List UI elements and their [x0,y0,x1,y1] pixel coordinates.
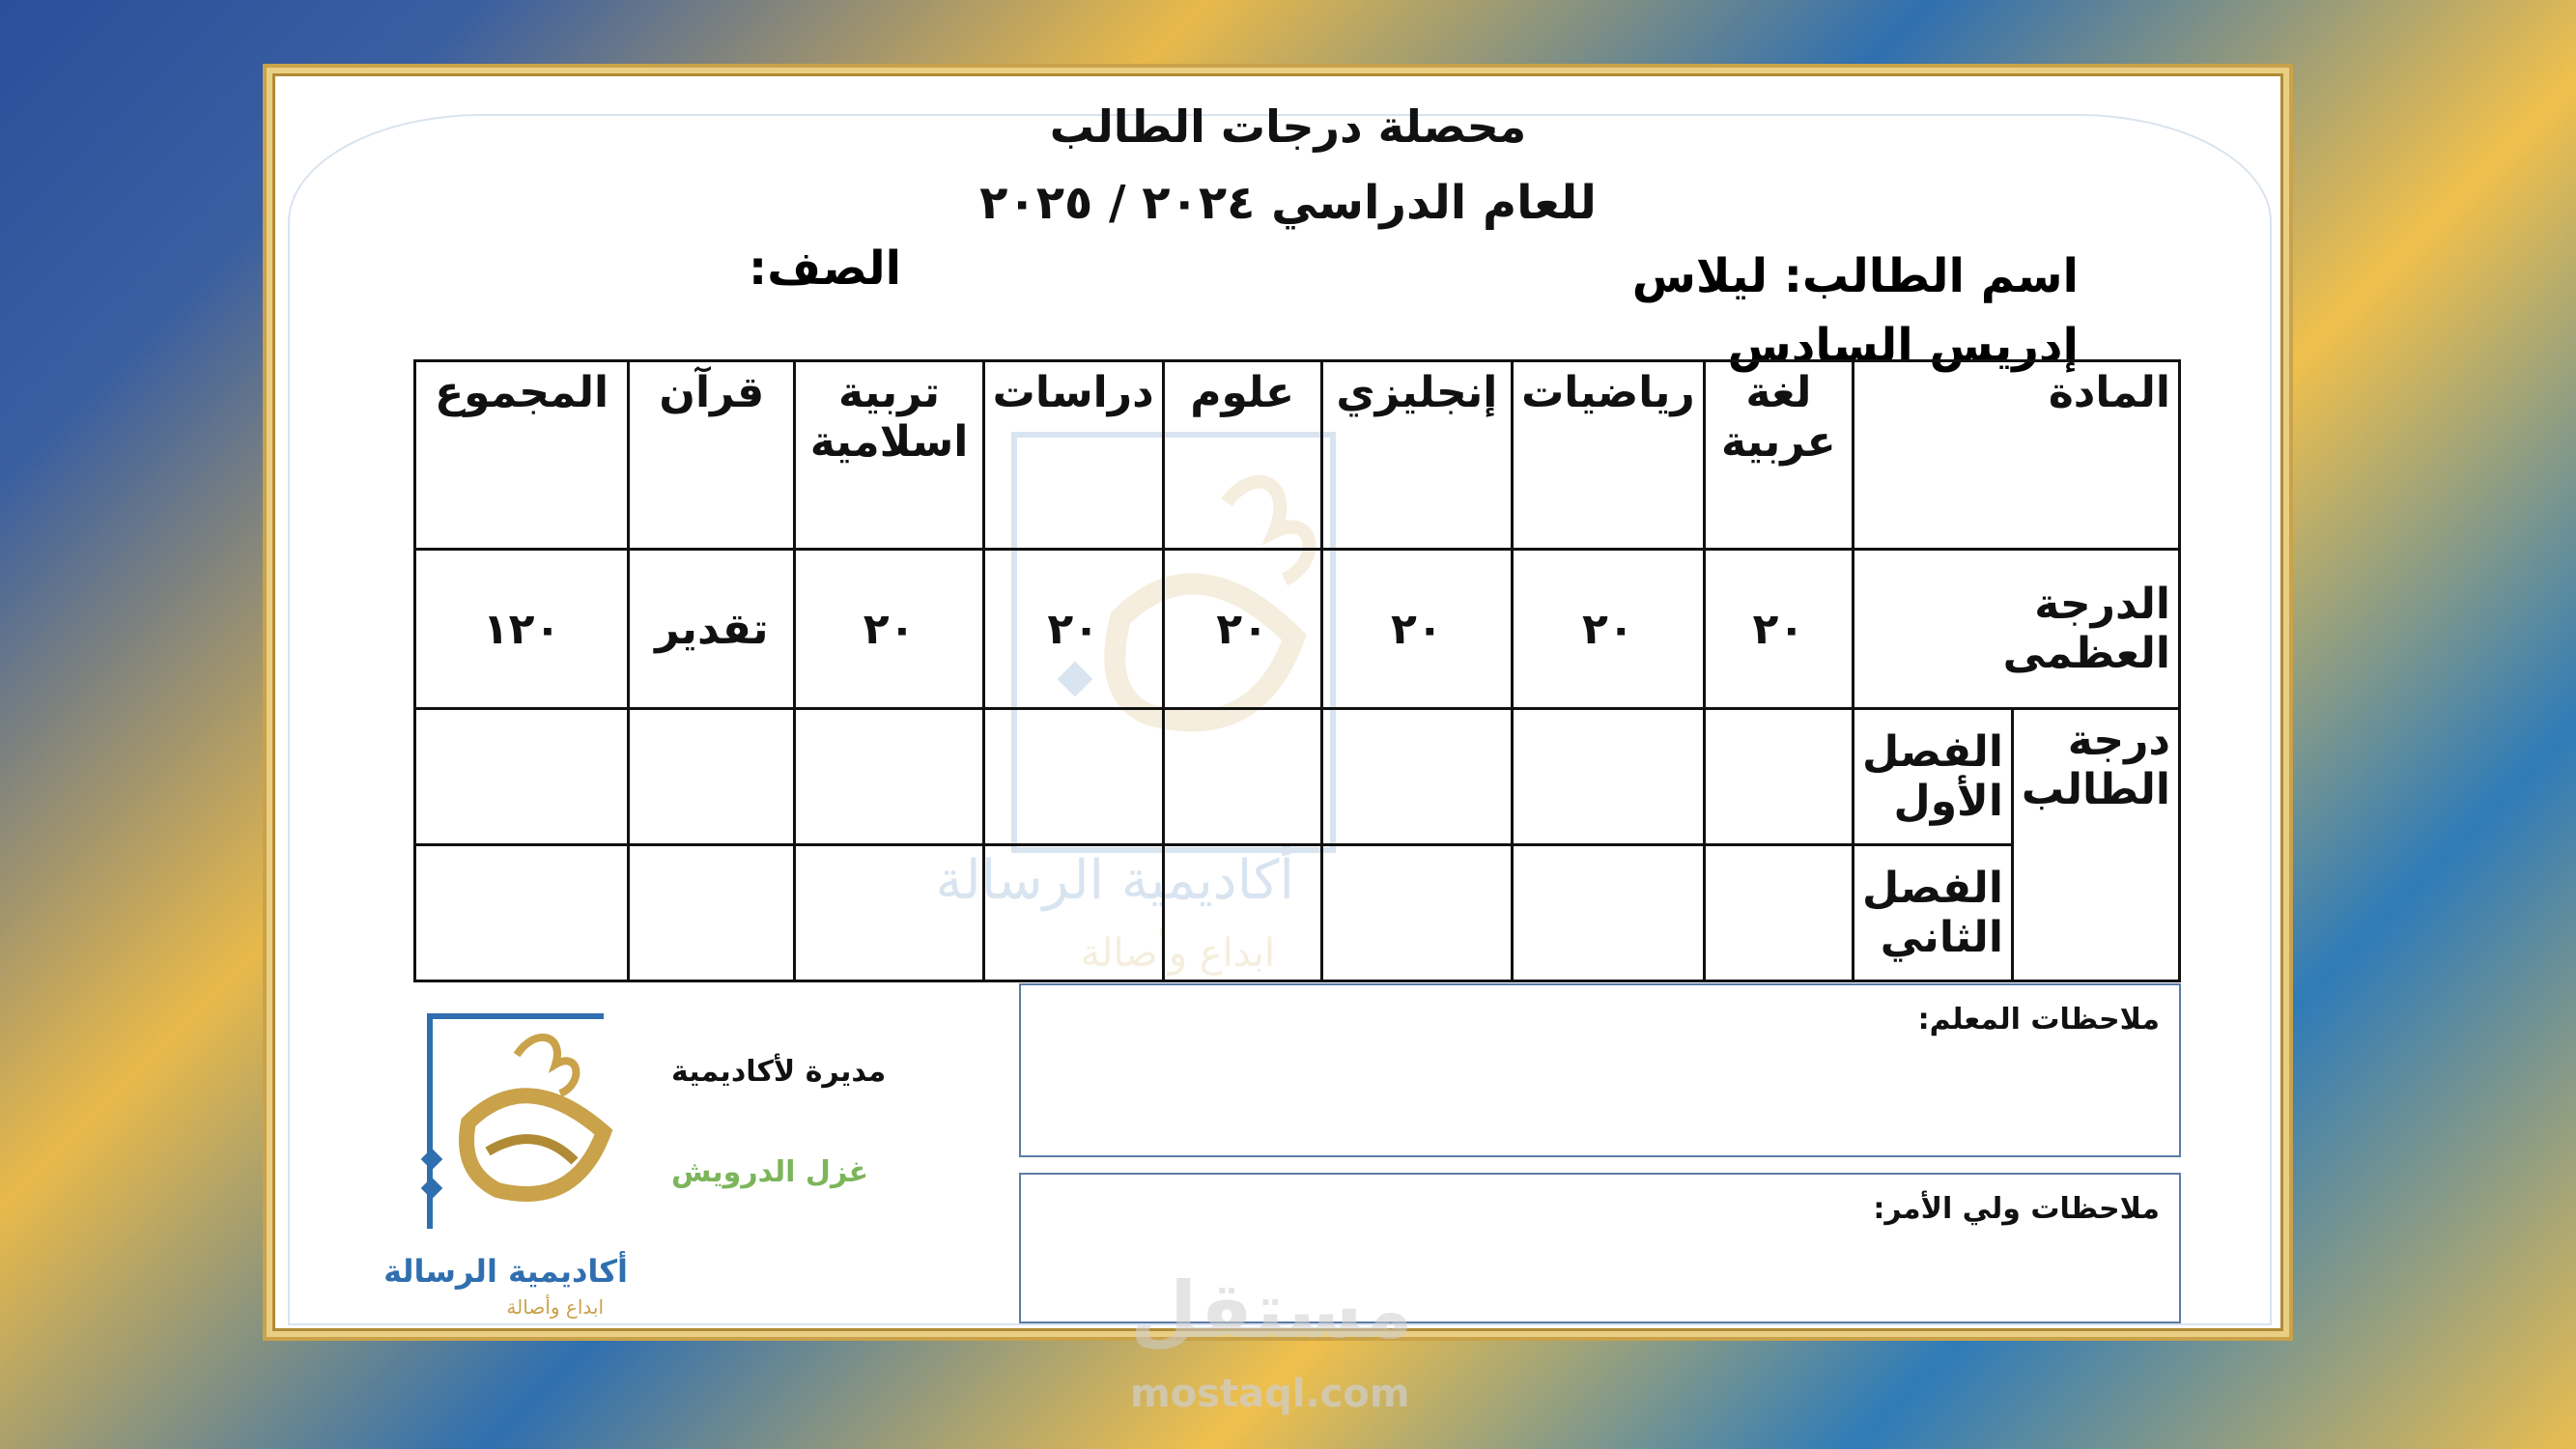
subject-social: دراسات [983,361,1163,550]
table-row [415,709,2180,845]
grade-cell[interactable] [983,845,1163,981]
grade-cell[interactable] [983,709,1163,845]
logo-academy-name: أكاديمية الرسالة [383,1253,628,1290]
page-title: محصلة درجات الطالب [1049,100,1527,153]
grade-cell[interactable] [795,709,983,845]
max-islamic: ٢٠ [795,550,983,709]
max-social: ٢٠ [983,550,1163,709]
grade-cell[interactable] [1321,845,1512,981]
guardian-notes-label: ملاحظات ولي الأمر: [1873,1192,2160,1226]
subject-arabic: لغة عربية [1704,361,1853,550]
teacher-notes-label: ملاحظات المعلم: [1917,1003,2160,1037]
student-grade-label: درجة الطالب [2012,709,2179,981]
semester-2-label: الفصل الثاني [1854,845,2013,981]
director-title: مديرة لأكاديمية [671,1055,887,1089]
grade-cell[interactable] [1163,845,1321,981]
grade-cell[interactable] [1704,845,1853,981]
subject-math: رياضيات [1513,361,1705,550]
table-row [415,361,2180,550]
grade-cell[interactable] [415,709,629,845]
grade-cell[interactable] [629,709,795,845]
subject-quran: قرآن [629,361,795,550]
max-math: ٢٠ [1513,550,1705,709]
student-name-label: اسم الطالب: ليلاس إدريس السادس [1631,249,2079,373]
subject-science: علوم [1163,361,1321,550]
grade-cell[interactable] [1163,709,1321,845]
mostaql-url-watermark: mostaql.com [1130,1372,1410,1416]
grade-cell[interactable] [1513,709,1705,845]
teacher-notes-box[interactable] [1019,983,2181,1157]
table-row [415,550,2180,709]
max-total: ١٢٠ [415,550,629,709]
subject-english: إنجليزي [1321,361,1512,550]
table-row [415,845,2180,981]
logo-tagline: ابداع وأصالة [506,1295,604,1319]
director-name: غزل الدرويش [671,1155,869,1189]
watermark-tagline: ابداع وأصالة [1080,931,1275,976]
subject-islamic: تربية اسلامية [795,361,983,550]
watermark-academy-name: أكاديمية الرسالة [935,849,1294,912]
class-label: الصف: [749,242,902,296]
academy-logo-icon [383,1007,642,1325]
grade-cell[interactable] [1321,709,1512,845]
max-arabic: ٢٠ [1704,550,1853,709]
grade-cell[interactable] [1513,845,1705,981]
max-grade-label: الدرجة العظمى [1854,550,2180,709]
grade-cell[interactable] [1704,709,1853,845]
max-english: ٢٠ [1321,550,1512,709]
semester-1-label: الفصل الأول [1854,709,2013,845]
grade-cell[interactable] [629,845,795,981]
grades-table [413,359,2181,982]
grade-cell[interactable] [795,845,983,981]
max-science: ٢٠ [1163,550,1321,709]
academic-year: للعام الدراسي ٢٠٢٤ / ٢٠٢٥ [979,176,1597,230]
subject-header: المادة [1854,361,2180,550]
grade-cell[interactable] [415,845,629,981]
subject-total: المجموع [415,361,629,550]
mostaql-watermark: مستقل [1130,1265,1413,1355]
max-quran: تقدير [629,550,795,709]
